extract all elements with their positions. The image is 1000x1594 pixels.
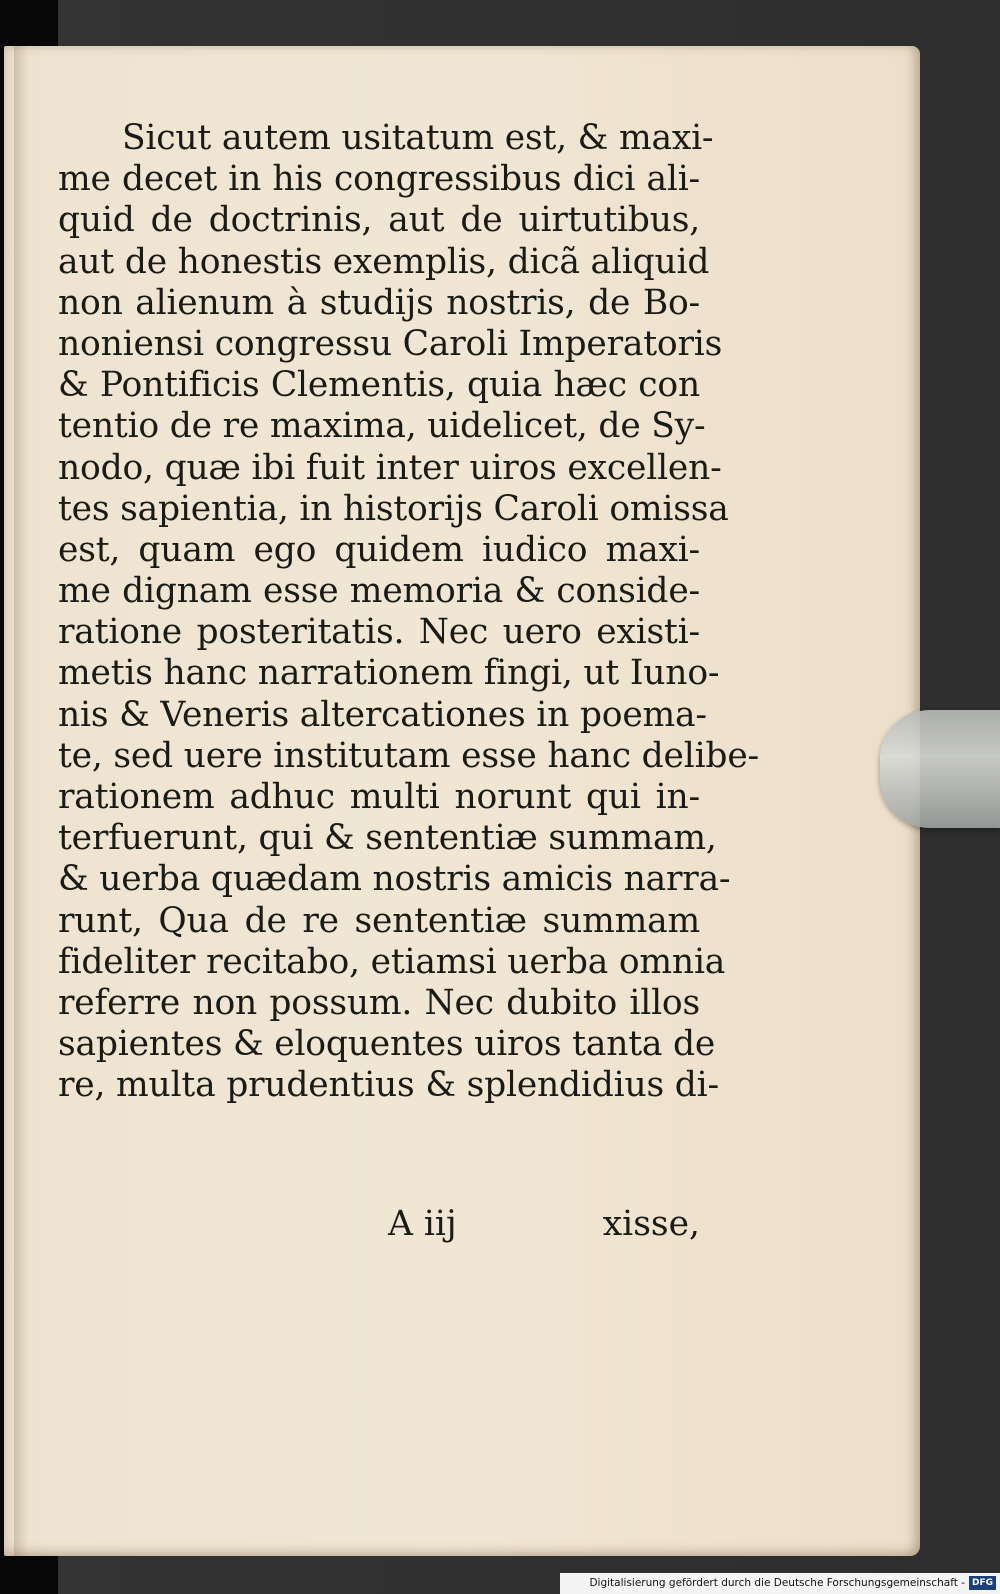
text-line: re, multa prudentius & splendidius di- [58, 1065, 719, 1106]
text-line: me decet in his congressibus dici ali- [58, 159, 700, 200]
text-line: sapientes & eloquentes uiros tanta de [58, 1024, 716, 1065]
page-gutter [14, 46, 28, 1556]
text-line: & uerba quædam nostris amicis narra- [58, 859, 731, 900]
text-line: runt, Qua de re sententiæ summam [58, 900, 700, 941]
text-line: te, sed uere institutam esse hanc delibe- [58, 735, 759, 776]
text-line: tentio de re maxima, uidelicet, de Sy- [58, 406, 706, 447]
text-line: terfuerunt, qui & sententiæ summam, [58, 818, 717, 859]
text-line: rationem adhuc multi norunt qui in- [58, 777, 700, 817]
text-line: noniensi congressu Caroli Imperatoris [58, 323, 723, 364]
text-line: quid de doctrinis, aut de uirtutibus, [58, 200, 700, 241]
page-footer-line [58, 1204, 700, 1248]
dfg-logo: DFG [969, 1576, 996, 1590]
bookmark-clip [880, 710, 1000, 828]
page-text-block [58, 118, 759, 1107]
signature-mark: A iij [388, 1204, 457, 1244]
digitization-credit [560, 1573, 1000, 1594]
text-line: ratione posteritatis. Nec uero existi- [58, 612, 700, 653]
text-line: nis & Veneris altercationes in poema- [58, 694, 707, 735]
text-line: fideliter recitabo, etiamsi uerba omnia [58, 941, 726, 982]
catchword: xisse, [602, 1204, 700, 1244]
text-line: nodo, quæ ibi fuit inter uiros excellen- [58, 447, 722, 488]
text-line: Sicut autem usitatum est, & maxi- [122, 118, 714, 158]
text-line: non alienum à studijs nostris, de Bo- [58, 282, 700, 323]
text-line: & Pontificis Clementis, quia hæc con [58, 365, 700, 406]
text-line: aut de honestis exemplis, dicã aliquid [58, 241, 710, 282]
credit-text: Digitalisierung gefördert durch die Deutsche Forschungsgemeinschaft - [589, 1577, 965, 1589]
text-line: me dignam esse memoria & conside- [58, 571, 700, 612]
text-line: metis hanc narrationem fingi, ut Iuno- [58, 653, 720, 694]
text-line: tes sapientia, in historijs Caroli omissa [58, 488, 729, 529]
text-line: est, quam ego quidem iudico maxi- [58, 529, 700, 570]
text-line: referre non possum. Nec dubito illos [58, 982, 700, 1023]
